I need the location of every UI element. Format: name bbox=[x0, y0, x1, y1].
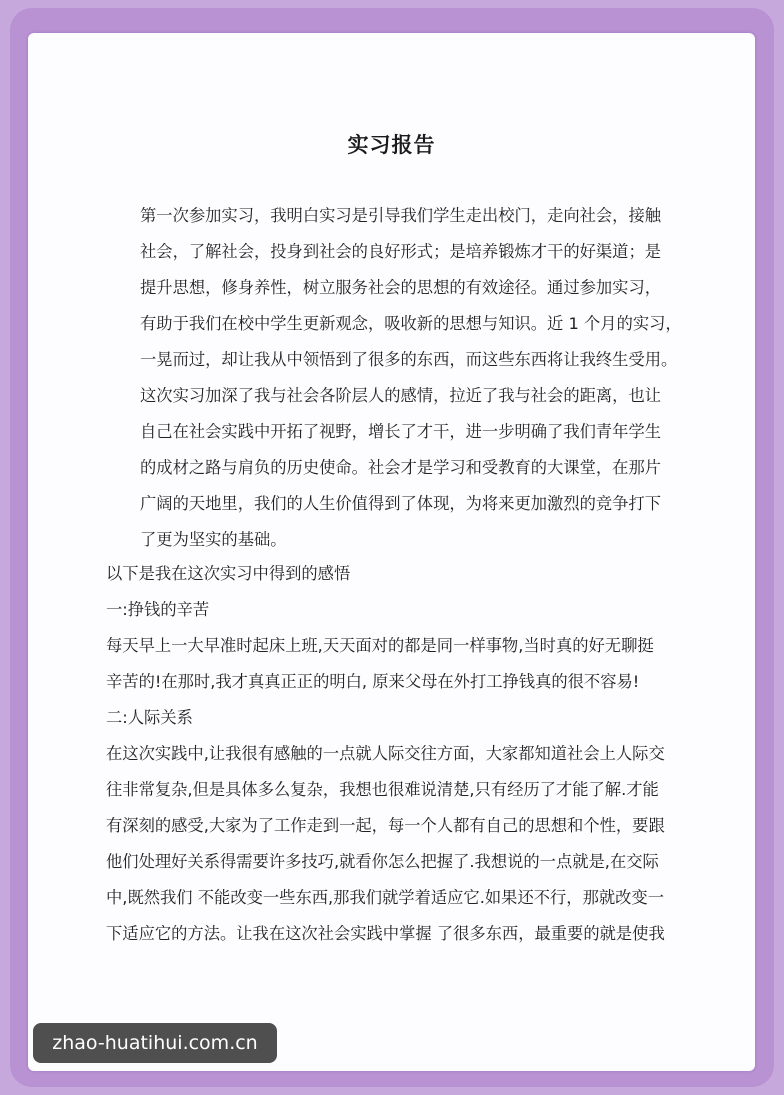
paragraph-line: 在这次实践中,让我很有感触的一点就人际交往方面，大家都知道社会上人际交 bbox=[106, 744, 665, 763]
paragraph-line: 社会，了解社会，投身到社会的良好形式；是培养锻炼才干的好渠道；是 bbox=[140, 242, 662, 261]
document-title: 实习报告 bbox=[347, 133, 436, 157]
paragraph-line: 一晃而过，却让我从中领悟到了很多的东西，而这些东西将让我终生受用。 bbox=[140, 350, 678, 369]
paragraph-line: 他们处理好关系得需要许多技巧,就看你怎么把握了.我想说的一点就是,在交际 bbox=[106, 852, 659, 871]
paragraph-line: 往非常复杂,但是具体多么复杂，我想也很难说清楚,只有经历了才能了解.才能 bbox=[106, 780, 659, 799]
paragraph-line: 有助于我们在校中学生更新观念，吸收新的思想与知识。近 1 个月的实习， bbox=[140, 314, 682, 333]
paragraph-line: 第一次参加实习，我明白实习是引导我们学生走出校门，走向社会，接触 bbox=[140, 206, 662, 225]
paragraph-line: 的成材之路与肩负的历史使命。社会才是学习和受教育的大课堂，在那片 bbox=[140, 458, 662, 477]
section-heading: 一:挣钱的辛苦 bbox=[106, 600, 210, 619]
paragraph-line: 提升思想，修身养性，树立服务社会的思想的有效途径。通过参加实习， bbox=[140, 278, 662, 297]
paragraph-line: 广阔的天地里，我们的人生价值得到了体现，为将来更加激烈的竞争打下 bbox=[140, 494, 662, 513]
section-heading: 二:人际关系 bbox=[106, 708, 193, 727]
paragraph-line: 自己在社会实践中开拓了视野，增长了才干，进一步明确了我们青年学生 bbox=[140, 422, 662, 441]
paragraph-line: 中,既然我们 不能改变一些东西,那我们就学着适应它.如果还不行，那就改变一 bbox=[106, 888, 664, 907]
paragraph-line: 有深刻的感受,大家为了工作走到一起，每一个人都有自己的思想和个性，要跟 bbox=[106, 816, 665, 835]
watermark-badge: zhao-huatihui.com.cn bbox=[33, 1023, 277, 1063]
paragraph-line: 辛苦的!在那时,我才真真正正的明白, 原来父母在外打工挣钱真的很不容易! bbox=[106, 672, 640, 691]
paragraph-line: 下适应它的方法。让我在这次社会实践中掌握 了很多东西，最重要的就是使我 bbox=[106, 924, 665, 943]
section-intro: 以下是我在这次实习中得到的感悟 bbox=[106, 564, 351, 583]
paragraph-line: 每天早上一大早准时起床上班,天天面对的都是同一样事物,当时真的好无聊挺 bbox=[106, 636, 654, 655]
paragraph-line: 这次实习加深了我与社会各阶层人的感情，拉近了我与社会的距离，也让 bbox=[140, 386, 662, 405]
document-page bbox=[28, 33, 755, 1071]
paragraph-line: 了更为坚实的基础。 bbox=[140, 530, 287, 549]
